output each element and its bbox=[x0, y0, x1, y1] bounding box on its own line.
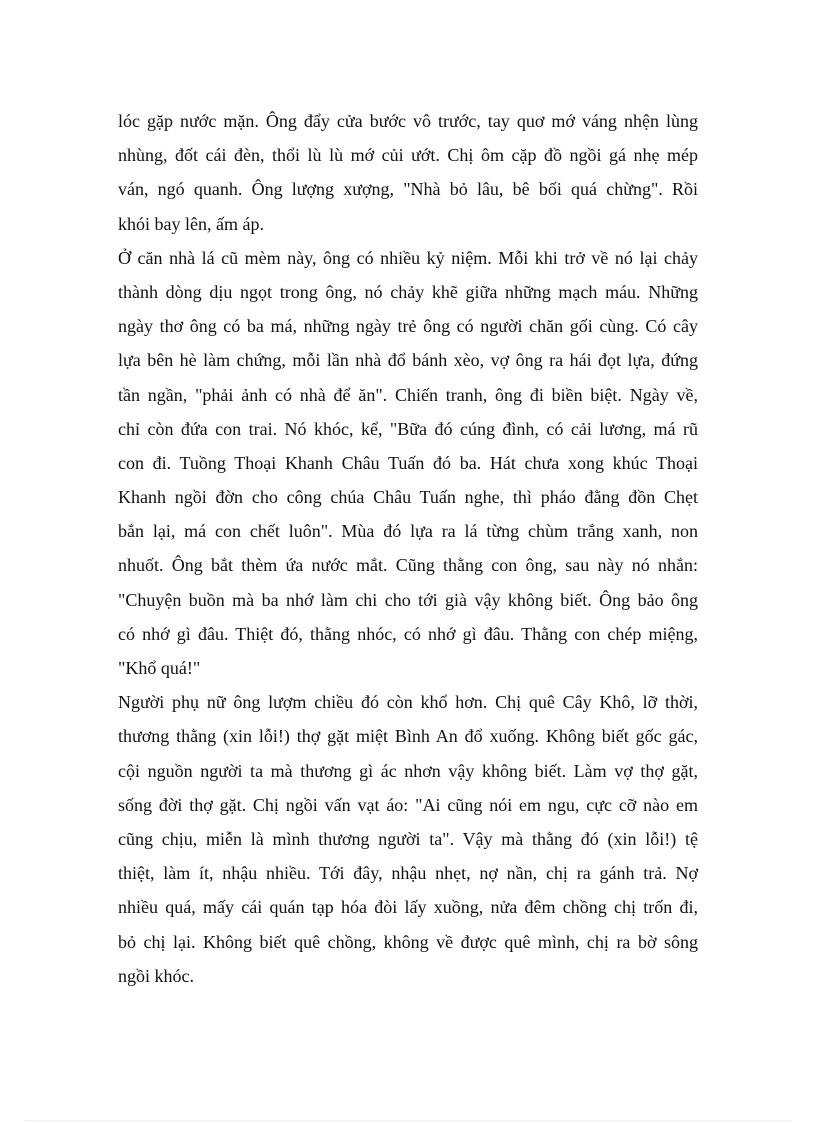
text-line: ngày thơ ông có ba má, những ngày trẻ ông có người chăn gối cùng. Có cây bbox=[118, 316, 698, 337]
text-line: "Chuyện buồn mà ba nhớ làm chi cho tới già vậy không biết. Ông bảo ông bbox=[118, 589, 698, 610]
text-line: "Khổ quá!" bbox=[118, 658, 201, 678]
text-line: ván, ngó quanh. Ông lượng xượng, "Nhà bỏ lâu, bê bối quá chừng". Rồi bbox=[118, 179, 698, 200]
paragraph bbox=[118, 685, 698, 993]
text-line: lựa bên hè làm chứng, mỗi lần nhà đổ bánh xèo, vợ ông ra hái đọt lựa, đứng bbox=[118, 350, 698, 371]
text-line: khói bay lên, ấm áp. bbox=[118, 213, 264, 234]
text-line: thương thằng (xin lỗi!) thợ gặt miệt Bình An đổ xuống. Không biết gốc gác, bbox=[118, 726, 698, 747]
text-line: nhiều quá, mấy cái quán tạp hóa đòi lấy xuồng, nửa đêm chồng chị trốn đi, bbox=[118, 897, 698, 918]
text-line: tần ngần, "phải ảnh có nhà để ăn". Chiến tranh, ông đi biền biệt. Ngày về, bbox=[118, 384, 698, 405]
text-line: cũng chịu, miễn là mình thương người ta". Vậy mà thằng đó (xin lỗi!) tệ bbox=[118, 828, 698, 849]
text-line: sống đời thợ gặt. Chị ngồi vấn vạt áo: "Ai cũng nói em ngu, cực cỡ nào em bbox=[118, 794, 698, 815]
text-line: con đi. Tuồng Thoại Khanh Châu Tuấn đó ba. Hát chưa xong khúc Thoại bbox=[118, 452, 698, 473]
text-line: bắn lại, má con chết luôn". Mùa đó lựa ra lá từng chùm trắng xanh, non bbox=[118, 521, 698, 542]
text-line: nhuốt. Ông bắt thèm ứa nước mắt. Cũng thằng con ông, sau này nó nhắn: bbox=[118, 555, 698, 576]
paragraph bbox=[118, 104, 698, 241]
body-text bbox=[118, 104, 698, 993]
paragraph bbox=[118, 241, 698, 685]
text-line: ngồi khóc. bbox=[118, 965, 194, 986]
text-line: bỏ chị lại. Không biết quê chồng, không về được quê mình, chị ra bờ sông bbox=[118, 931, 698, 952]
text-line: Ở căn nhà lá cũ mèm này, ông có nhiều kỷ niệm. Mỗi khi trở về nó lại chảy bbox=[118, 247, 698, 268]
text-line: chỉ còn đứa con trai. Nó khóc, kể, "Bữa đó cúng đình, có cải lương, má rũ bbox=[118, 418, 698, 439]
page-bottom-divider bbox=[24, 1120, 792, 1121]
text-line: thiệt, làm ít, nhậu nhiều. Tới đây, nhậu nhẹt, nợ nần, chị ra gánh trả. Nợ bbox=[118, 863, 698, 884]
text-line: Khanh ngồi đờn cho công chúa Châu Tuấn nghe, thì pháo đằng đồn Chẹt bbox=[118, 487, 698, 508]
text-line: thành dòng dịu ngọt trong ông, nó chảy khẽ giữa những mạch máu. Những bbox=[118, 281, 698, 302]
text-line: cội nguồn người ta mà thương gì ác nhơn vậy không biết. Làm vợ thợ gặt, bbox=[118, 760, 698, 781]
text-line: Người phụ nữ ông lượm chiều đó còn khổ hơn. Chị quê Cây Khô, lỡ thời, bbox=[118, 692, 698, 713]
text-line: lóc gặp nước mặn. Ông đẩy cửa bước vô trước, tay quơ mớ váng nhện lùng bbox=[118, 111, 698, 131]
text-line: nhùng, đốt cái đèn, thổi lù lù mớ củi ướt. Chị ôm cặp đồ ngồi gá nhẹ mép bbox=[118, 145, 698, 166]
text-line: có nhớ gì đâu. Thiệt đó, thằng nhóc, có nhớ gì đâu. Thằng con chép miệng, bbox=[118, 623, 698, 644]
